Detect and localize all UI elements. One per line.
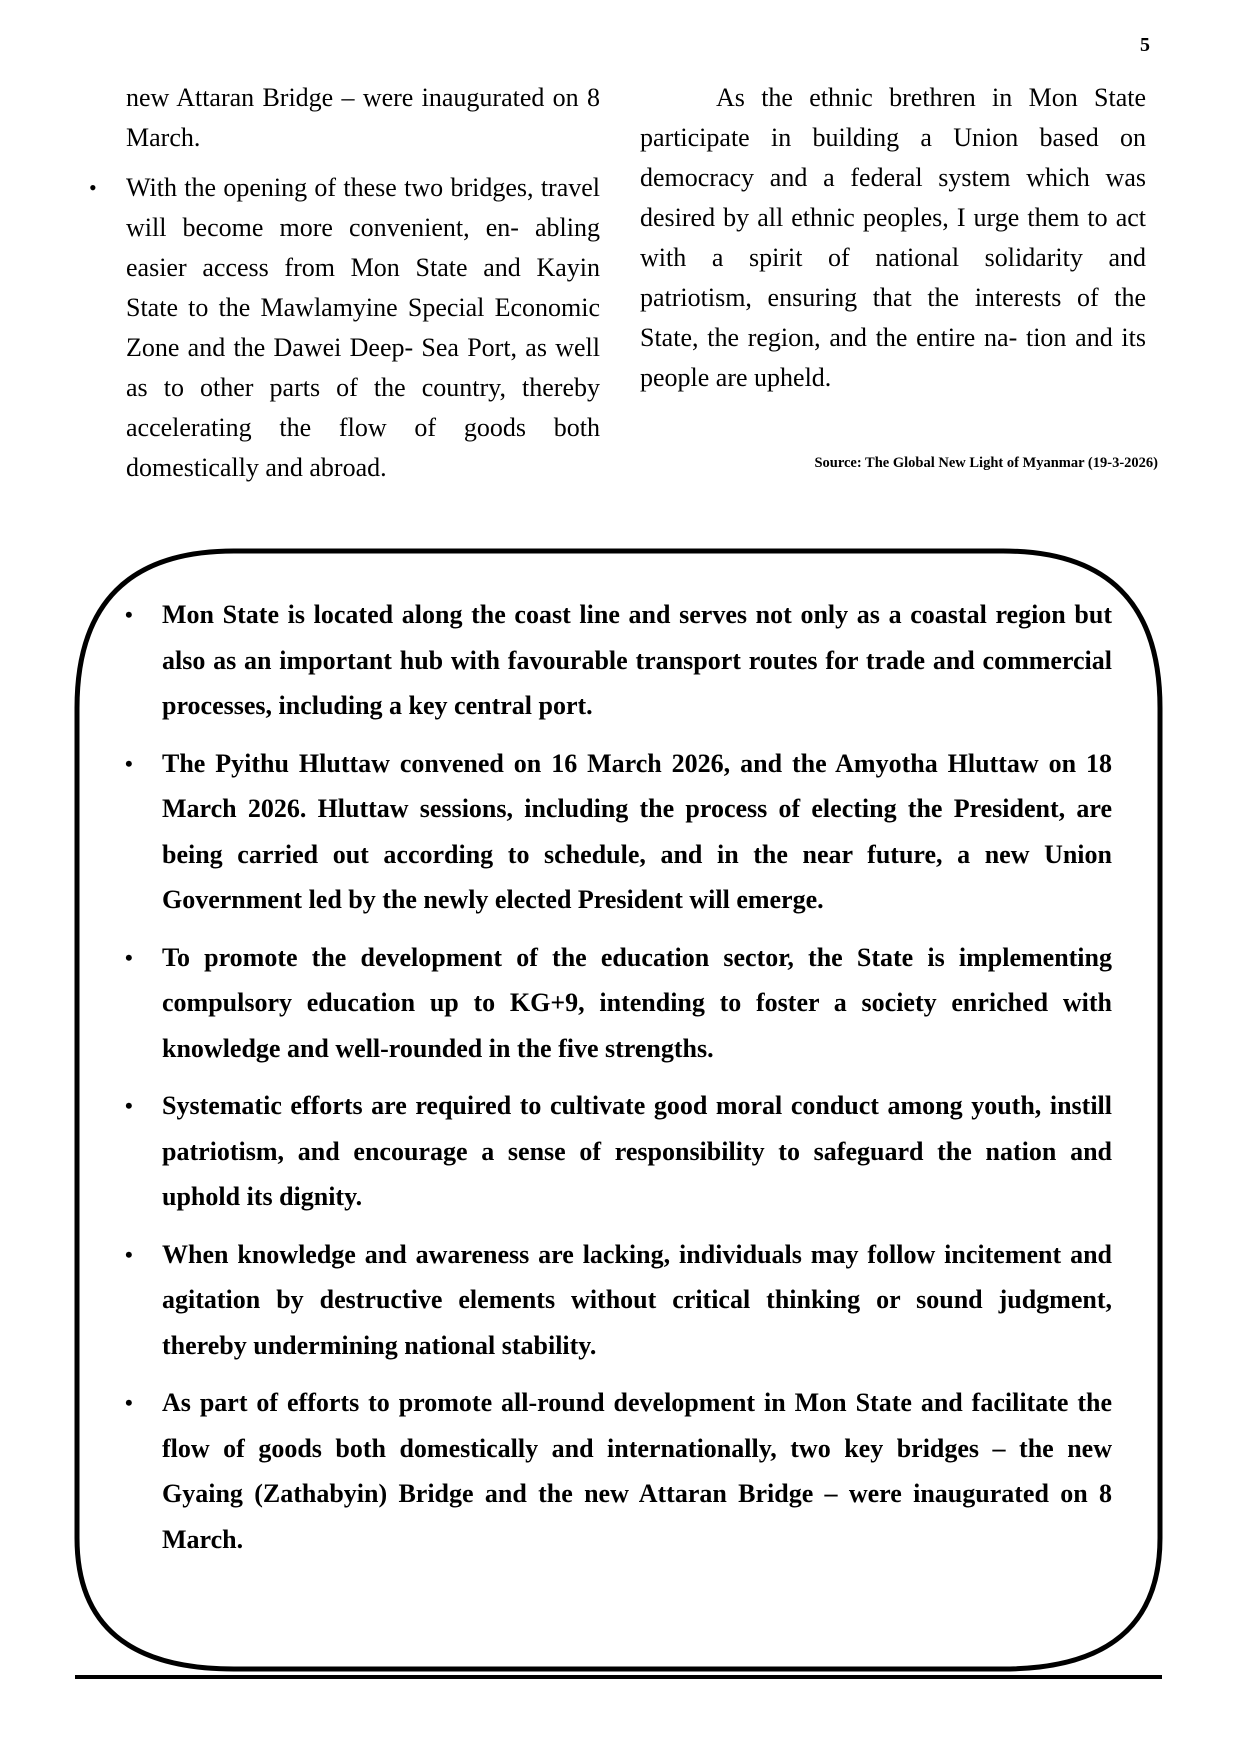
list-item [125,1380,1112,1562]
list-item-text: As part of efforts to promote all-round development in Mon State and facilitate the flow of goods both domestically and internationally, two key bridges – the new Gyaing (Zathabyin) Bridge and the new Attaran Bridge – were inaugurated on 8 March. [162,1388,1112,1554]
bullet-icon: • [125,602,133,627]
list-item-text: Systematic efforts are required to cultivate good moral conduct among youth, instill patriotism, and encourage a sense of responsibility to safeguard the nation and uphold its dignity. [162,1091,1112,1211]
bullet-icon: • [125,1241,133,1267]
list-item [125,1232,1112,1369]
list-item [125,935,1112,1072]
bullet-icon: • [125,750,133,776]
list-item-text: When knowledge and awareness are lacking, individuals may follow incitement and agitation by destructive elements without critical thinking or sound judgment, thereby undermining national stability. [162,1239,1112,1360]
highlight-bullet-list [125,592,1112,1574]
list-item [125,592,1112,729]
list-item [125,741,1112,923]
continuation-text: new Attaran Bridge – were inaugurated on 8 March. [126,83,600,152]
bullet-icon: • [125,1390,133,1415]
highlight-box [74,548,1163,1672]
list-item [125,1083,1112,1220]
bullet-icon: • [125,1093,133,1118]
right-column [640,78,1146,398]
list-item-text: To promote the development of the education sector, the State is implementing compulsory education up to KG+9, intending to foster a society enriched with knowledge and well-rounded in the five strengths. [162,942,1112,1063]
bullet-icon: • [125,944,133,970]
closing-paragraph: As the ethnic brethren in Mon State participate in building a Union based on democracy and a federal system which was desired by all ethnic peoples, I urge them to act with a spirit of national solidarity and patriotism, ensuring that the interests of the State, the region, and the entire na- tion and its people are upheld. [640,83,1146,392]
source-citation: Source: The Global New Light of Myanmar (19-3-2026) [814,455,1158,471]
bullet-icon: • [89,175,97,200]
list-item-text: With the opening of these two bridges, travel will become more convenient, en- abling easier access from Mon State and Kayin State to the Mawlamyine Special Economic Zone and the Dawei Deep- Sea Port, as well as to other parts of the country, thereby accelerating the flow of goods both domestically and abroad. [126,173,600,482]
footer-rule [75,1675,1162,1679]
list-item-text: Mon State is located along the coast line and serves not only as a coastal region but also as an important hub with favourable transport routes for trade and commercial processes, including a key central port. [162,600,1112,720]
left-bullet-list [89,168,600,488]
page-number: 5 [1140,34,1150,56]
list-item-text: The Pyithu Hluttaw convened on 16 March 2026, and the Amyotha Hluttaw on 18 March 2026. Hluttaw sessions, including the process of electing the President, are being carried out according to schedule, and in the near future, a new Union Government led by the newly elected President will emerge. [162,748,1112,914]
list-item [89,168,600,488]
left-column [89,78,600,488]
